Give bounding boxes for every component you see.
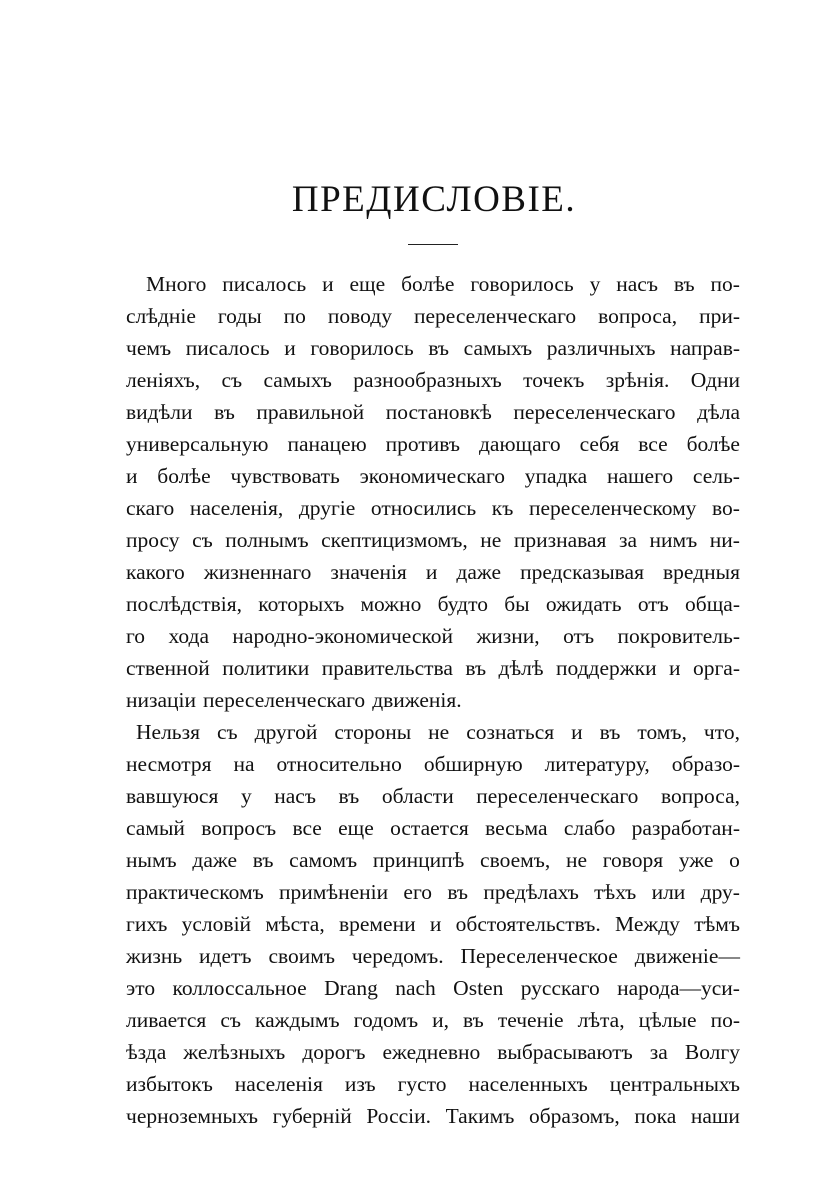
text-line bbox=[126, 972, 740, 1004]
text-word: къ bbox=[491, 496, 514, 520]
page-title: ПРЕДИСЛОВІЕ. bbox=[291, 179, 577, 220]
text-word: ливается bbox=[126, 1008, 207, 1032]
text-line bbox=[126, 460, 740, 492]
text-word: будто bbox=[437, 592, 488, 616]
text-word: обстоятельствъ. bbox=[455, 912, 601, 936]
text-word: скаго bbox=[126, 496, 175, 520]
text-word: универсальную bbox=[126, 432, 269, 456]
text-word: противъ bbox=[385, 432, 460, 456]
text-line bbox=[126, 492, 740, 524]
text-word: съ bbox=[220, 1008, 241, 1032]
text-word: на bbox=[233, 752, 255, 776]
text-word: русскаго bbox=[520, 976, 600, 1000]
text-word: разнообразныхъ bbox=[353, 368, 502, 392]
text-word: за bbox=[649, 1040, 668, 1064]
text-word: политики bbox=[222, 656, 310, 680]
text-word: каждымъ bbox=[255, 1008, 340, 1032]
text-word: Волгу bbox=[684, 1040, 740, 1064]
text-word: и bbox=[429, 912, 442, 936]
text-word: въ bbox=[599, 720, 621, 744]
text-word: вопроса, bbox=[660, 784, 740, 808]
text-line bbox=[126, 1036, 740, 1068]
text-word: говоря bbox=[602, 848, 664, 872]
text-word: Переселенческое bbox=[460, 944, 618, 968]
text-word: тѣмъ bbox=[694, 912, 740, 936]
text-word: остается bbox=[390, 816, 469, 840]
text-word: обширную bbox=[423, 752, 523, 776]
text-word: въ bbox=[673, 272, 695, 296]
text-word: самыхъ bbox=[463, 336, 533, 360]
text-word: густо bbox=[397, 1072, 447, 1096]
text-word: даже bbox=[456, 560, 502, 584]
text-word: вредныя bbox=[663, 560, 740, 584]
preface-text bbox=[126, 268, 740, 1132]
text-word: Россіи. bbox=[366, 1104, 432, 1128]
text-word: въ bbox=[338, 784, 360, 808]
text-word: желѣзныхъ bbox=[183, 1040, 286, 1064]
text-word: изъ bbox=[344, 1072, 376, 1096]
text-line bbox=[126, 268, 740, 300]
text-line bbox=[126, 780, 740, 812]
text-line bbox=[126, 652, 740, 684]
text-word: въ bbox=[428, 336, 450, 360]
text-word: его bbox=[403, 880, 432, 904]
text-word: времени bbox=[338, 912, 416, 936]
text-line bbox=[126, 844, 740, 876]
text-word: по bbox=[283, 304, 306, 328]
text-word: чередомъ. bbox=[351, 944, 444, 968]
text-word: наши bbox=[690, 1104, 740, 1128]
text-word: Нельзя bbox=[136, 720, 200, 744]
text-word: ежедневно bbox=[382, 1040, 481, 1064]
text-line bbox=[126, 748, 740, 780]
text-word: сель- bbox=[692, 464, 740, 488]
text-word: что, bbox=[703, 720, 740, 744]
text-line bbox=[126, 940, 740, 972]
text-word: говорилось bbox=[310, 336, 414, 360]
text-word: значенія bbox=[330, 560, 407, 584]
text-word: поводу bbox=[327, 304, 392, 328]
text-word: точекъ bbox=[523, 368, 585, 392]
text-word: nach bbox=[395, 976, 436, 1000]
text-word: годы bbox=[217, 304, 262, 328]
text-word: Между bbox=[615, 912, 680, 936]
text-word: даже bbox=[192, 848, 237, 872]
text-word: губерній bbox=[272, 1104, 352, 1128]
text-line bbox=[126, 1004, 740, 1036]
text-word: хода bbox=[168, 624, 209, 648]
text-word: въ bbox=[214, 400, 235, 424]
text-word: панацею bbox=[287, 432, 367, 456]
text-word: тѣхъ bbox=[594, 880, 637, 904]
text-word: чемъ bbox=[126, 336, 172, 360]
text-word: народно-экономической bbox=[232, 624, 454, 648]
text-word: Такимъ bbox=[445, 1104, 515, 1128]
text-word: ственной bbox=[126, 656, 210, 680]
text-line bbox=[126, 396, 740, 428]
text-word: говорилось bbox=[470, 272, 574, 296]
text-word: съ bbox=[216, 720, 238, 744]
text-word: по- bbox=[710, 272, 740, 296]
text-word: переселенческаго bbox=[476, 784, 639, 808]
text-word: правительства bbox=[321, 656, 453, 680]
text-word: и bbox=[571, 720, 583, 744]
text-line bbox=[126, 620, 740, 652]
text-word: и bbox=[322, 272, 334, 296]
text-word: ѣзда bbox=[126, 1040, 167, 1064]
text-word: болѣе bbox=[401, 272, 455, 296]
text-word: слабо bbox=[563, 816, 616, 840]
text-word: которыхъ bbox=[258, 592, 345, 616]
text-word: выбрасываютъ bbox=[497, 1040, 633, 1064]
text-word: нашего bbox=[606, 464, 674, 488]
text-word: Много bbox=[146, 272, 207, 296]
text-word: обща- bbox=[685, 592, 740, 616]
text-word: или bbox=[651, 880, 686, 904]
text-word: несмотря bbox=[126, 752, 212, 776]
text-word: экономическаго bbox=[359, 464, 505, 488]
text-word: и, bbox=[432, 1008, 450, 1032]
text-word: образо- bbox=[671, 752, 740, 776]
text-word: видѣли bbox=[126, 400, 193, 424]
text-word: и bbox=[126, 464, 138, 488]
text-line bbox=[126, 812, 740, 844]
text-word: о bbox=[729, 848, 740, 872]
text-word: переселенческому bbox=[528, 496, 697, 520]
text-word: просу bbox=[126, 528, 180, 552]
text-word: въ bbox=[463, 1008, 484, 1032]
text-word: принципѣ bbox=[372, 848, 465, 872]
text-word: жизнь bbox=[126, 944, 183, 968]
text-word: нымъ bbox=[126, 848, 177, 872]
text-line bbox=[126, 588, 740, 620]
text-word: отъ bbox=[637, 592, 669, 616]
text-word: все bbox=[638, 432, 668, 456]
text-word: населенныхъ bbox=[468, 1072, 588, 1096]
text-word: при- bbox=[699, 304, 740, 328]
text-word: народа—уси- bbox=[617, 976, 740, 1000]
text-word: какого bbox=[126, 560, 185, 584]
text-word: переселенческаго bbox=[513, 400, 676, 424]
text-word: слѣдніе bbox=[126, 304, 196, 328]
text-line bbox=[126, 876, 740, 908]
text-word: теченіе bbox=[497, 1008, 564, 1032]
text-word: условій bbox=[181, 912, 252, 936]
text-word: зрѣнія. bbox=[605, 368, 670, 392]
text-word: скептицизмомъ, bbox=[321, 528, 468, 552]
text-word: лѣта, bbox=[577, 1008, 625, 1032]
text-word: цѣлые bbox=[638, 1008, 697, 1032]
text-word: движенія. bbox=[372, 688, 462, 712]
text-word: самыхъ bbox=[263, 368, 332, 392]
text-word: примѣненіи bbox=[279, 880, 389, 904]
text-word: упадка bbox=[524, 464, 588, 488]
text-word: и bbox=[425, 560, 438, 584]
text-word: жизни, bbox=[476, 624, 540, 648]
text-word: болѣе bbox=[157, 464, 211, 488]
text-word: еще bbox=[349, 272, 386, 296]
text-word: стороны bbox=[334, 720, 412, 744]
text-word: писалось bbox=[222, 272, 307, 296]
text-word: дѣла bbox=[697, 400, 740, 424]
text-word: го bbox=[126, 624, 146, 648]
text-line bbox=[126, 1100, 740, 1132]
text-word: за bbox=[618, 528, 637, 552]
text-word: вопросъ bbox=[201, 816, 277, 840]
text-word: переселенческаго bbox=[203, 688, 366, 712]
text-word: въ bbox=[447, 880, 469, 904]
text-word: литературу, bbox=[544, 752, 650, 776]
text-word: дѣлѣ bbox=[498, 656, 544, 680]
text-word: болѣе bbox=[686, 432, 740, 456]
text-word: переселенческаго bbox=[413, 304, 577, 328]
title-divider bbox=[408, 244, 458, 245]
text-word: поддержки bbox=[555, 656, 657, 680]
text-word: дорогъ bbox=[302, 1040, 366, 1064]
text-line bbox=[126, 556, 740, 588]
text-word: образомъ, bbox=[528, 1104, 620, 1128]
text-word: практическомъ bbox=[126, 880, 264, 904]
text-word: въ bbox=[252, 848, 274, 872]
text-word: признавая bbox=[513, 528, 607, 552]
text-word: своемъ, bbox=[480, 848, 551, 872]
text-word: все bbox=[292, 816, 322, 840]
text-line bbox=[126, 428, 740, 460]
text-word: по- bbox=[710, 1008, 740, 1032]
text-line bbox=[126, 332, 740, 364]
text-word: черноземныхъ bbox=[126, 1104, 259, 1128]
text-word: населенія, bbox=[189, 496, 284, 520]
text-word: себя bbox=[579, 432, 620, 456]
text-word: коллоссальное bbox=[172, 976, 307, 1000]
text-word: можно bbox=[360, 592, 422, 616]
text-word: еще bbox=[338, 816, 374, 840]
text-word: у bbox=[589, 272, 601, 296]
text-word: съ bbox=[221, 368, 243, 392]
text-word: ожидать bbox=[545, 592, 622, 616]
text-word: въ bbox=[465, 656, 487, 680]
text-word: дру- bbox=[700, 880, 740, 904]
text-word: у bbox=[240, 784, 252, 808]
text-line bbox=[126, 716, 740, 748]
text-word: населенія bbox=[234, 1072, 323, 1096]
text-word: дающаго bbox=[478, 432, 561, 456]
text-word: отъ bbox=[563, 624, 595, 648]
text-word: орга- bbox=[692, 656, 740, 680]
text-word: не bbox=[480, 528, 502, 552]
text-word: чувствовать bbox=[230, 464, 340, 488]
text-word: вопроса, bbox=[598, 304, 678, 328]
text-word: насъ bbox=[616, 272, 658, 296]
text-word: не bbox=[565, 848, 588, 872]
text-word: весьма bbox=[485, 816, 548, 840]
text-word: относительно bbox=[276, 752, 402, 776]
text-word: съ bbox=[192, 528, 213, 552]
text-word: жизненнаго bbox=[203, 560, 312, 584]
text-word: полнымъ bbox=[225, 528, 309, 552]
text-word: это bbox=[126, 976, 156, 1000]
text-word: бы bbox=[504, 592, 530, 616]
text-word: пока bbox=[634, 1104, 677, 1128]
text-word: писалось bbox=[185, 336, 270, 360]
text-word: самомъ bbox=[289, 848, 358, 872]
text-word: вавшуюся bbox=[126, 784, 219, 808]
text-word: Одни bbox=[690, 368, 740, 392]
text-word: самый bbox=[126, 816, 185, 840]
text-word: области bbox=[381, 784, 454, 808]
text-word: предсказывая bbox=[520, 560, 644, 584]
text-line bbox=[126, 300, 740, 332]
text-line bbox=[126, 364, 740, 396]
text-word: центральныхъ bbox=[609, 1072, 740, 1096]
text-word: нимъ bbox=[649, 528, 698, 552]
text-word: низаціи bbox=[126, 688, 197, 712]
text-word: избытокъ bbox=[126, 1072, 213, 1096]
text-word: гихъ bbox=[126, 912, 168, 936]
text-word: своимъ bbox=[268, 944, 335, 968]
text-word: сознаться bbox=[466, 720, 555, 744]
text-word: направ- bbox=[670, 336, 740, 360]
text-word: во- bbox=[712, 496, 740, 520]
text-word: Drang bbox=[324, 976, 378, 1000]
text-line bbox=[126, 684, 740, 716]
text-word: уже bbox=[678, 848, 714, 872]
text-word: различныхъ bbox=[546, 336, 656, 360]
text-word: Osten bbox=[453, 976, 504, 1000]
text-word: относились bbox=[370, 496, 477, 520]
text-word: послѣдствія, bbox=[126, 592, 243, 616]
text-line bbox=[126, 908, 740, 940]
text-word: ни- bbox=[709, 528, 740, 552]
text-word: и bbox=[284, 336, 296, 360]
text-word: годомъ bbox=[353, 1008, 419, 1032]
text-word: мѣста, bbox=[265, 912, 325, 936]
text-word: томъ, bbox=[637, 720, 687, 744]
text-word: насъ bbox=[274, 784, 316, 808]
text-word: не bbox=[428, 720, 450, 744]
text-word: покровитель- bbox=[617, 624, 740, 648]
text-word: идетъ bbox=[199, 944, 252, 968]
text-word: разработан- bbox=[631, 816, 740, 840]
text-word: правильной bbox=[256, 400, 365, 424]
text-word: другіе bbox=[298, 496, 356, 520]
text-word: и bbox=[669, 656, 681, 680]
text-word: другой bbox=[254, 720, 318, 744]
text-line bbox=[126, 524, 740, 556]
text-word: предѣлахъ bbox=[483, 880, 579, 904]
text-word: леніяхъ, bbox=[126, 368, 201, 392]
text-word: движеніе— bbox=[634, 944, 740, 968]
text-word: постановкѣ bbox=[385, 400, 492, 424]
text-line bbox=[126, 1068, 740, 1100]
